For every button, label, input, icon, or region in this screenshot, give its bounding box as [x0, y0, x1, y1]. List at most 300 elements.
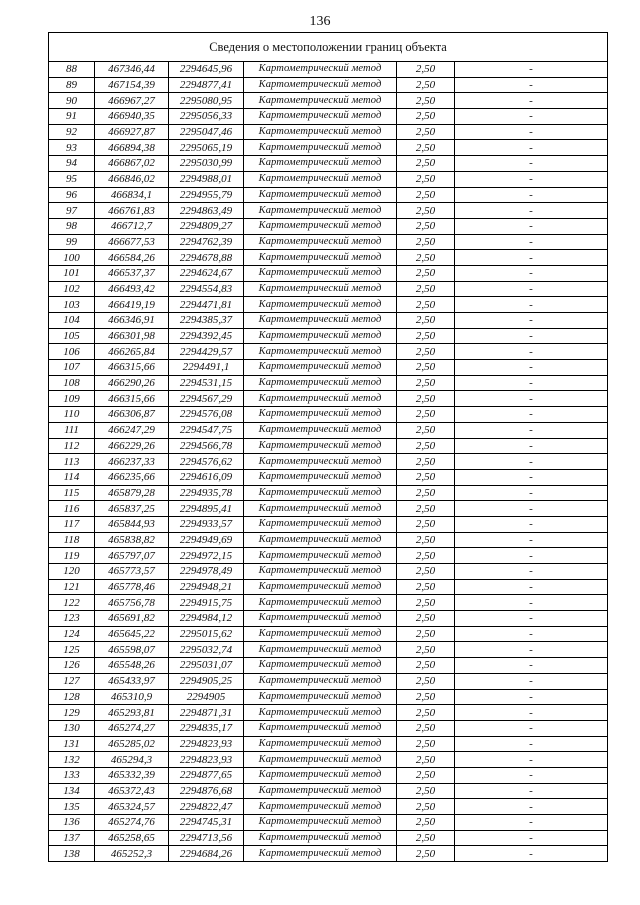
cell-point-number: 120 — [49, 564, 95, 580]
cell-method: Картометрический метод — [244, 658, 397, 674]
cell-method: Картометрический метод — [244, 799, 397, 815]
table-row — [49, 469, 608, 485]
cell-x-coordinate: 465274,76 — [95, 815, 169, 831]
cell-x-coordinate: 466967,27 — [95, 93, 169, 109]
cell-point-number: 102 — [49, 281, 95, 297]
cell-y-coordinate: 2294531,15 — [169, 375, 244, 391]
cell-point-number: 91 — [49, 109, 95, 125]
table-row — [49, 62, 608, 78]
cell-description: - — [455, 265, 608, 281]
cell-y-coordinate: 2294385,37 — [169, 313, 244, 329]
cell-y-coordinate: 2294678,88 — [169, 250, 244, 266]
cell-y-coordinate: 2295065,19 — [169, 140, 244, 156]
cell-description: - — [455, 532, 608, 548]
cell-y-coordinate: 2294547,75 — [169, 422, 244, 438]
cell-y-coordinate: 2295031,07 — [169, 658, 244, 674]
cell-method: Картометрический метод — [244, 77, 397, 93]
cell-x-coordinate: 466712,7 — [95, 218, 169, 234]
cell-x-coordinate: 466290,26 — [95, 375, 169, 391]
table-row — [49, 438, 608, 454]
cell-y-coordinate: 2294863,49 — [169, 203, 244, 219]
cell-y-coordinate: 2294876,68 — [169, 783, 244, 799]
cell-accuracy: 2,50 — [397, 407, 455, 423]
cell-x-coordinate: 465756,78 — [95, 595, 169, 611]
cell-method: Картометрический метод — [244, 469, 397, 485]
cell-description: - — [455, 579, 608, 595]
table-row — [49, 218, 608, 234]
table-row — [49, 109, 608, 125]
cell-y-coordinate: 2295047,46 — [169, 124, 244, 140]
cell-x-coordinate: 465598,07 — [95, 642, 169, 658]
cell-method: Картометрический метод — [244, 705, 397, 721]
cell-accuracy: 2,50 — [397, 218, 455, 234]
cell-x-coordinate: 466247,29 — [95, 422, 169, 438]
cell-point-number: 90 — [49, 93, 95, 109]
cell-y-coordinate: 2294809,27 — [169, 218, 244, 234]
cell-method: Картометрический метод — [244, 516, 397, 532]
cell-accuracy: 2,50 — [397, 767, 455, 783]
cell-point-number: 109 — [49, 391, 95, 407]
table-row — [49, 532, 608, 548]
cell-point-number: 128 — [49, 689, 95, 705]
cell-description: - — [455, 673, 608, 689]
cell-y-coordinate: 2294895,41 — [169, 501, 244, 517]
cell-point-number: 100 — [49, 250, 95, 266]
cell-accuracy: 2,50 — [397, 579, 455, 595]
cell-method: Картометрический метод — [244, 454, 397, 470]
cell-y-coordinate: 2294984,12 — [169, 611, 244, 627]
table-row — [49, 626, 608, 642]
cell-accuracy: 2,50 — [397, 297, 455, 313]
cell-x-coordinate: 465324,57 — [95, 799, 169, 815]
cell-method: Картометрический метод — [244, 846, 397, 862]
cell-point-number: 88 — [49, 62, 95, 78]
cell-description: - — [455, 454, 608, 470]
table-row — [49, 93, 608, 109]
table-row — [49, 673, 608, 689]
cell-y-coordinate: 2294684,26 — [169, 846, 244, 862]
cell-x-coordinate: 466677,53 — [95, 234, 169, 250]
table-row — [49, 313, 608, 329]
cell-accuracy: 2,50 — [397, 171, 455, 187]
cell-x-coordinate: 465258,65 — [95, 830, 169, 846]
table-row — [49, 501, 608, 517]
table-row — [49, 799, 608, 815]
cell-method: Картометрический метод — [244, 93, 397, 109]
cell-method: Картометрический метод — [244, 783, 397, 799]
cell-x-coordinate: 466419,19 — [95, 297, 169, 313]
cell-description: - — [455, 799, 608, 815]
cell-accuracy: 2,50 — [397, 799, 455, 815]
cell-y-coordinate: 2294471,81 — [169, 297, 244, 313]
table-row — [49, 375, 608, 391]
cell-accuracy: 2,50 — [397, 328, 455, 344]
cell-x-coordinate: 465879,28 — [95, 485, 169, 501]
cell-point-number: 93 — [49, 140, 95, 156]
cell-x-coordinate: 466301,98 — [95, 328, 169, 344]
cell-method: Картометрический метод — [244, 156, 397, 172]
cell-y-coordinate: 2294972,15 — [169, 548, 244, 564]
cell-description: - — [455, 124, 608, 140]
cell-point-number: 130 — [49, 720, 95, 736]
cell-point-number: 103 — [49, 297, 95, 313]
table-row — [49, 454, 608, 470]
cell-description: - — [455, 140, 608, 156]
table-row — [49, 265, 608, 281]
cell-y-coordinate: 2294567,29 — [169, 391, 244, 407]
table-row — [49, 187, 608, 203]
table-row — [49, 815, 608, 831]
cell-x-coordinate: 465310,9 — [95, 689, 169, 705]
cell-y-coordinate: 2294915,75 — [169, 595, 244, 611]
cell-x-coordinate: 466306,87 — [95, 407, 169, 423]
cell-method: Картометрический метод — [244, 532, 397, 548]
cell-method: Картометрический метод — [244, 736, 397, 752]
table-row — [49, 234, 608, 250]
cell-description: - — [455, 422, 608, 438]
cell-y-coordinate: 2294877,65 — [169, 767, 244, 783]
cell-point-number: 107 — [49, 360, 95, 376]
cell-method: Картометрический метод — [244, 297, 397, 313]
cell-method: Картометрический метод — [244, 328, 397, 344]
table-row — [49, 611, 608, 627]
cell-method: Картометрический метод — [244, 830, 397, 846]
cell-point-number: 96 — [49, 187, 95, 203]
cell-point-number: 129 — [49, 705, 95, 721]
cell-point-number: 135 — [49, 799, 95, 815]
cell-accuracy: 2,50 — [397, 203, 455, 219]
cell-method: Картометрический метод — [244, 564, 397, 580]
page-number: 136 — [309, 14, 331, 29]
cell-description: - — [455, 485, 608, 501]
cell-point-number: 114 — [49, 469, 95, 485]
cell-description: - — [455, 203, 608, 219]
cell-description: - — [455, 815, 608, 831]
cell-method: Картометрический метод — [244, 501, 397, 517]
cell-method: Картометрический метод — [244, 109, 397, 125]
table-row — [49, 297, 608, 313]
table-row — [49, 846, 608, 862]
cell-y-coordinate: 2295032,74 — [169, 642, 244, 658]
cell-accuracy: 2,50 — [397, 501, 455, 517]
cell-y-coordinate: 2294877,41 — [169, 77, 244, 93]
cell-description: - — [455, 736, 608, 752]
cell-y-coordinate: 2294823,93 — [169, 752, 244, 768]
cell-x-coordinate: 465837,25 — [95, 501, 169, 517]
cell-accuracy: 2,50 — [397, 783, 455, 799]
cell-y-coordinate: 2294955,79 — [169, 187, 244, 203]
cell-x-coordinate: 465548,26 — [95, 658, 169, 674]
cell-point-number: 125 — [49, 642, 95, 658]
cell-point-number: 126 — [49, 658, 95, 674]
cell-description: - — [455, 234, 608, 250]
cell-accuracy: 2,50 — [397, 626, 455, 642]
cell-y-coordinate: 2294745,31 — [169, 815, 244, 831]
cell-point-number: 131 — [49, 736, 95, 752]
cell-method: Картометрический метод — [244, 391, 397, 407]
cell-description: - — [455, 501, 608, 517]
table-row — [49, 830, 608, 846]
table-row — [49, 579, 608, 595]
cell-point-number: 99 — [49, 234, 95, 250]
cell-method: Картометрический метод — [244, 815, 397, 831]
table-row — [49, 77, 608, 93]
table-row — [49, 281, 608, 297]
cell-point-number: 132 — [49, 752, 95, 768]
cell-x-coordinate: 465645,22 — [95, 626, 169, 642]
cell-point-number: 110 — [49, 407, 95, 423]
cell-x-coordinate: 466346,91 — [95, 313, 169, 329]
cell-point-number: 113 — [49, 454, 95, 470]
cell-y-coordinate: 2294935,78 — [169, 485, 244, 501]
cell-accuracy: 2,50 — [397, 595, 455, 611]
cell-y-coordinate: 2294392,45 — [169, 328, 244, 344]
cell-x-coordinate: 465797,07 — [95, 548, 169, 564]
cell-description: - — [455, 109, 608, 125]
cell-x-coordinate: 466940,35 — [95, 109, 169, 125]
cell-method: Картометрический метод — [244, 642, 397, 658]
cell-y-coordinate: 2294978,49 — [169, 564, 244, 580]
cell-description: - — [455, 689, 608, 705]
cell-description: - — [455, 720, 608, 736]
table-row — [49, 391, 608, 407]
cell-accuracy: 2,50 — [397, 830, 455, 846]
cell-accuracy: 2,50 — [397, 187, 455, 203]
table-body — [49, 62, 608, 862]
cell-x-coordinate: 465293,81 — [95, 705, 169, 721]
cell-y-coordinate: 2294871,31 — [169, 705, 244, 721]
cell-point-number: 123 — [49, 611, 95, 627]
cell-accuracy: 2,50 — [397, 124, 455, 140]
cell-point-number: 134 — [49, 783, 95, 799]
cell-description: - — [455, 250, 608, 266]
cell-method: Картометрический метод — [244, 218, 397, 234]
cell-x-coordinate: 465372,43 — [95, 783, 169, 799]
cell-accuracy: 2,50 — [397, 532, 455, 548]
table-row — [49, 752, 608, 768]
cell-method: Картометрический метод — [244, 407, 397, 423]
table-row — [49, 548, 608, 564]
cell-method: Картометрический метод — [244, 187, 397, 203]
cell-method: Картометрический метод — [244, 281, 397, 297]
cell-method: Картометрический метод — [244, 313, 397, 329]
cell-accuracy: 2,50 — [397, 109, 455, 125]
cell-method: Картометрический метод — [244, 171, 397, 187]
cell-point-number: 124 — [49, 626, 95, 642]
cell-y-coordinate: 2294713,56 — [169, 830, 244, 846]
table-title-row — [49, 33, 608, 62]
table-row — [49, 595, 608, 611]
cell-y-coordinate: 2294905,25 — [169, 673, 244, 689]
cell-method: Картометрический метод — [244, 579, 397, 595]
cell-y-coordinate: 2294762,39 — [169, 234, 244, 250]
cell-method: Картометрический метод — [244, 548, 397, 564]
cell-x-coordinate: 466493,42 — [95, 281, 169, 297]
cell-method: Картометрический метод — [244, 62, 397, 78]
cell-point-number: 122 — [49, 595, 95, 611]
table-row — [49, 720, 608, 736]
cell-accuracy: 2,50 — [397, 485, 455, 501]
table-row — [49, 736, 608, 752]
cell-description: - — [455, 93, 608, 109]
cell-x-coordinate: 465691,82 — [95, 611, 169, 627]
cell-accuracy: 2,50 — [397, 156, 455, 172]
cell-accuracy: 2,50 — [397, 454, 455, 470]
table-row — [49, 564, 608, 580]
cell-x-coordinate: 466867,02 — [95, 156, 169, 172]
cell-method: Картометрический метод — [244, 595, 397, 611]
cell-y-coordinate: 2294933,57 — [169, 516, 244, 532]
cell-x-coordinate: 465252,3 — [95, 846, 169, 862]
cell-description: - — [455, 438, 608, 454]
cell-point-number: 112 — [49, 438, 95, 454]
cell-point-number: 117 — [49, 516, 95, 532]
table-row — [49, 407, 608, 423]
cell-y-coordinate: 2294949,69 — [169, 532, 244, 548]
table-row — [49, 344, 608, 360]
cell-description: - — [455, 187, 608, 203]
table-row — [49, 485, 608, 501]
table-row — [49, 705, 608, 721]
cell-accuracy: 2,50 — [397, 234, 455, 250]
cell-description: - — [455, 516, 608, 532]
cell-method: Картометрический метод — [244, 344, 397, 360]
cell-accuracy: 2,50 — [397, 250, 455, 266]
cell-accuracy: 2,50 — [397, 815, 455, 831]
cell-description: - — [455, 171, 608, 187]
cell-accuracy: 2,50 — [397, 846, 455, 862]
table-row — [49, 767, 608, 783]
table-row — [49, 516, 608, 532]
cell-point-number: 108 — [49, 375, 95, 391]
cell-x-coordinate: 465433,97 — [95, 673, 169, 689]
cell-method: Картометрический метод — [244, 203, 397, 219]
cell-point-number: 89 — [49, 77, 95, 93]
table-row — [49, 783, 608, 799]
cell-y-coordinate: 2294905 — [169, 689, 244, 705]
cell-accuracy: 2,50 — [397, 611, 455, 627]
cell-description: - — [455, 77, 608, 93]
cell-x-coordinate: 466537,37 — [95, 265, 169, 281]
cell-description: - — [455, 391, 608, 407]
cell-x-coordinate: 465844,93 — [95, 516, 169, 532]
cell-x-coordinate: 465294,3 — [95, 752, 169, 768]
cell-point-number: 138 — [49, 846, 95, 862]
cell-method: Картометрический метод — [244, 250, 397, 266]
cell-description: - — [455, 344, 608, 360]
cell-accuracy: 2,50 — [397, 265, 455, 281]
cell-y-coordinate: 2294554,83 — [169, 281, 244, 297]
cell-method: Картометрический метод — [244, 673, 397, 689]
cell-description: - — [455, 548, 608, 564]
cell-point-number: 127 — [49, 673, 95, 689]
cell-x-coordinate: 466235,66 — [95, 469, 169, 485]
cell-accuracy: 2,50 — [397, 673, 455, 689]
boundary-table-container — [48, 32, 607, 862]
cell-y-coordinate: 2294566,78 — [169, 438, 244, 454]
cell-method: Картометрический метод — [244, 689, 397, 705]
cell-description: - — [455, 407, 608, 423]
cell-method: Картометрический метод — [244, 234, 397, 250]
cell-x-coordinate: 466894,38 — [95, 140, 169, 156]
cell-method: Картометрический метод — [244, 360, 397, 376]
cell-description: - — [455, 830, 608, 846]
cell-x-coordinate: 466315,66 — [95, 360, 169, 376]
cell-x-coordinate: 465332,39 — [95, 767, 169, 783]
cell-point-number: 118 — [49, 532, 95, 548]
cell-description: - — [455, 642, 608, 658]
cell-y-coordinate: 2294429,57 — [169, 344, 244, 360]
cell-point-number: 121 — [49, 579, 95, 595]
cell-point-number: 104 — [49, 313, 95, 329]
cell-method: Картометрический метод — [244, 611, 397, 627]
cell-accuracy: 2,50 — [397, 516, 455, 532]
cell-accuracy: 2,50 — [397, 313, 455, 329]
cell-y-coordinate: 2294645,96 — [169, 62, 244, 78]
table-row — [49, 156, 608, 172]
cell-method: Картометрический метод — [244, 752, 397, 768]
cell-point-number: 95 — [49, 171, 95, 187]
cell-point-number: 105 — [49, 328, 95, 344]
cell-y-coordinate: 2294576,62 — [169, 454, 244, 470]
cell-x-coordinate: 465773,57 — [95, 564, 169, 580]
cell-x-coordinate: 466237,33 — [95, 454, 169, 470]
cell-method: Картометрический метод — [244, 720, 397, 736]
cell-y-coordinate: 2295030,99 — [169, 156, 244, 172]
cell-description: - — [455, 626, 608, 642]
cell-y-coordinate: 2295056,33 — [169, 109, 244, 125]
cell-accuracy: 2,50 — [397, 548, 455, 564]
cell-x-coordinate: 467154,39 — [95, 77, 169, 93]
cell-y-coordinate: 2295015,62 — [169, 626, 244, 642]
cell-description: - — [455, 328, 608, 344]
cell-accuracy: 2,50 — [397, 77, 455, 93]
cell-description: - — [455, 313, 608, 329]
cell-description: - — [455, 564, 608, 580]
cell-y-coordinate: 2294948,21 — [169, 579, 244, 595]
cell-accuracy: 2,50 — [397, 705, 455, 721]
cell-x-coordinate: 466846,02 — [95, 171, 169, 187]
cell-point-number: 136 — [49, 815, 95, 831]
cell-y-coordinate: 2294822,47 — [169, 799, 244, 815]
cell-accuracy: 2,50 — [397, 658, 455, 674]
cell-accuracy: 2,50 — [397, 422, 455, 438]
cell-method: Картометрический метод — [244, 375, 397, 391]
table-row — [49, 642, 608, 658]
cell-x-coordinate: 466834,1 — [95, 187, 169, 203]
cell-accuracy: 2,50 — [397, 344, 455, 360]
table-row — [49, 250, 608, 266]
cell-method: Картометрический метод — [244, 485, 397, 501]
cell-accuracy: 2,50 — [397, 642, 455, 658]
cell-description: - — [455, 375, 608, 391]
cell-accuracy: 2,50 — [397, 720, 455, 736]
cell-accuracy: 2,50 — [397, 375, 455, 391]
cell-y-coordinate: 2294823,93 — [169, 736, 244, 752]
cell-point-number: 94 — [49, 156, 95, 172]
table-row — [49, 124, 608, 140]
cell-point-number: 119 — [49, 548, 95, 564]
table-row — [49, 140, 608, 156]
cell-point-number: 97 — [49, 203, 95, 219]
cell-y-coordinate: 2294576,08 — [169, 407, 244, 423]
cell-description: - — [455, 595, 608, 611]
table-row — [49, 360, 608, 376]
cell-point-number: 98 — [49, 218, 95, 234]
cell-description: - — [455, 658, 608, 674]
cell-y-coordinate: 2294624,67 — [169, 265, 244, 281]
cell-description: - — [455, 156, 608, 172]
